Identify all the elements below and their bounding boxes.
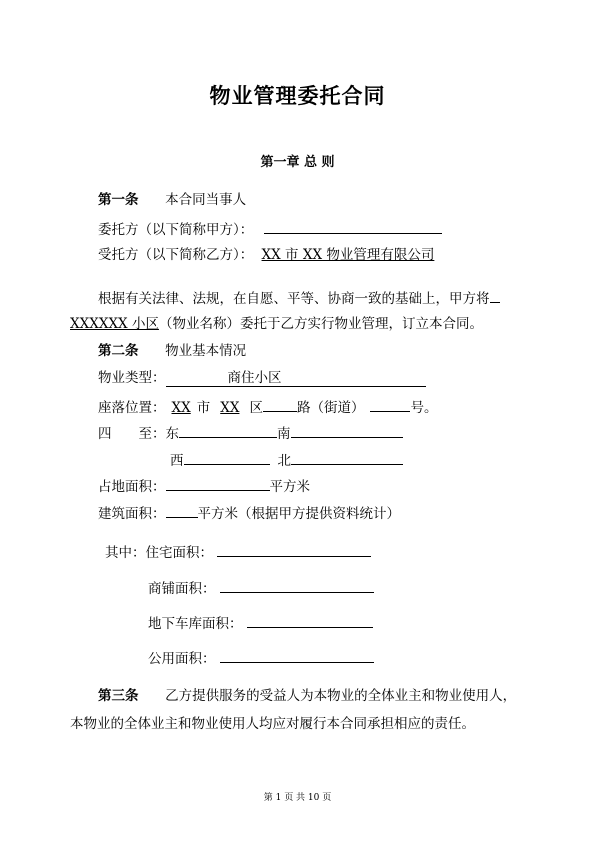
intro-line-1 <box>98 288 500 308</box>
property-type-value: 商住小区 <box>227 370 282 386</box>
garage-area-line <box>148 613 373 633</box>
party-a-label: 委托方（以下简称甲方）： <box>98 222 254 238</box>
public-area-line <box>148 648 374 668</box>
building-area-label: 建筑面积： <box>98 506 166 522</box>
intro-text-1: 根据有关法律、法规，在自愿、平等、协商一致的基础上，甲方将 <box>98 291 490 307</box>
building-area-unit: 平方米（根据甲方提供资料统计） <box>197 506 400 522</box>
party-a-line <box>98 219 442 239</box>
east-label: 东 <box>165 426 179 442</box>
land-area-line <box>98 476 310 496</box>
city-unit: 市 <box>196 400 211 416</box>
party-b-line <box>98 246 434 264</box>
document-title: 物业管理委托合同 <box>209 83 386 108</box>
land-area-label: 占地面积： <box>98 479 166 495</box>
article-1-text: 本合同当事人 <box>165 192 247 208</box>
north-label: 北 <box>277 453 291 469</box>
party-b-value: XX 市 XX 物业管理有限公司 <box>261 247 435 263</box>
residential-area-line <box>105 542 371 562</box>
article-3-text-1: 乙方提供服务的受益人为本物业的全体业主和物业使用人， <box>165 688 517 704</box>
building-area-line <box>98 503 400 523</box>
north-field[interactable] <box>291 450 403 465</box>
shop-area-label: 商铺面积： <box>148 581 216 597</box>
public-area-label: 公用面积： <box>148 651 216 667</box>
article-2-line <box>98 342 246 360</box>
article-3-text-2: 本物业的全体业主和物业使用人均应对履行本合同承担相应的责任。 <box>70 716 475 732</box>
garage-area-field[interactable] <box>247 613 373 628</box>
party-a-field[interactable] <box>264 219 442 234</box>
residential-area-label: 住宅面积： <box>145 545 213 561</box>
article-1-heading: 第一条 <box>98 192 139 208</box>
east-field[interactable] <box>179 423 277 438</box>
boundary-line-2 <box>170 450 403 470</box>
article-3-line-1 <box>98 687 516 705</box>
page-footer: 第 1 页 共 10 页 <box>263 793 332 803</box>
west-label: 西 <box>170 453 184 469</box>
shop-area-field[interactable] <box>220 578 374 593</box>
city-value: XX <box>171 400 191 416</box>
article-2-heading: 第二条 <box>98 343 139 359</box>
intro-line-2 <box>70 315 483 333</box>
article-3-line-2 <box>70 715 475 733</box>
boundary-line-1 <box>98 423 403 443</box>
article-1-line <box>98 191 246 209</box>
property-name-value: XXXXXX 小区 <box>70 316 159 332</box>
district-value: XX <box>220 400 240 416</box>
intro-blank[interactable] <box>490 288 500 303</box>
road-unit: 路（街道） <box>296 400 365 416</box>
property-type-field[interactable] <box>166 371 426 387</box>
boundary-label: 四 至： <box>98 426 166 442</box>
road-field[interactable] <box>263 397 297 412</box>
of-which-label: 其中： <box>105 545 146 561</box>
intro-text-2: （物业名称）委托于乙方实行物业管理，订立本合同。 <box>158 316 483 332</box>
land-area-field[interactable] <box>166 476 270 491</box>
house-number-field[interactable] <box>370 397 410 412</box>
article-3-heading: 第三条 <box>98 688 139 704</box>
location-line <box>98 397 437 417</box>
article-2-text: 物业基本情况 <box>165 343 247 359</box>
property-type-line <box>98 369 426 387</box>
chapter-heading: 第一章 总 则 <box>260 155 335 170</box>
west-field[interactable] <box>184 450 270 465</box>
land-area-unit: 平方米 <box>269 479 310 495</box>
party-b-label: 受托方（以下简称乙方）： <box>98 247 254 263</box>
residential-area-field[interactable] <box>217 542 371 557</box>
location-label: 座落位置： <box>98 400 166 416</box>
garage-area-label: 地下车库面积： <box>148 616 243 632</box>
public-area-field[interactable] <box>220 648 374 663</box>
building-area-field[interactable] <box>166 503 198 518</box>
shop-area-line <box>148 578 374 598</box>
south-field[interactable] <box>291 423 403 438</box>
property-type-label: 物业类型： <box>98 370 166 386</box>
district-unit: 区 <box>249 400 263 416</box>
south-label: 南 <box>277 426 291 442</box>
number-unit: 号。 <box>410 400 438 416</box>
